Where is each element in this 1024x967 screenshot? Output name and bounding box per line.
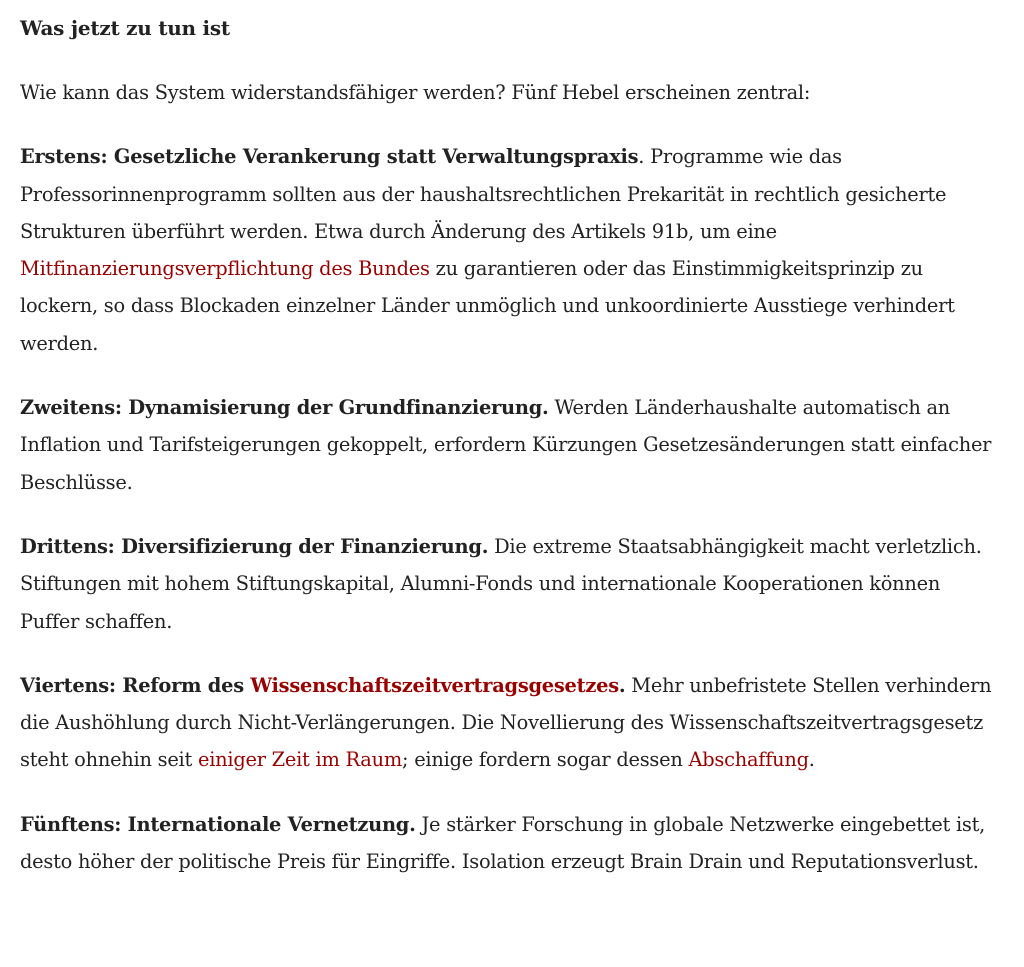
paragraph-erstens: [20, 138, 1002, 362]
paragraph-lead-end: .: [618, 673, 626, 697]
paragraph-text: Mehr unbefristete Stellen verhindern die Aushöhlung durch Nicht-Verlängerungen. Die Novellierung des Wissenschaftszeitvertragsgesetz steht ohnehin seit: [20, 673, 992, 772]
paragraph-lead: Fünftens: Internationale Vernetzung.: [20, 812, 416, 836]
intro-paragraph: [20, 74, 1002, 111]
paragraph-lead: Viertens: Reform des: [20, 673, 251, 697]
paragraph-fuenftens: [20, 806, 1002, 881]
paragraph-lead: Erstens: Gesetzliche Verankerung statt Verwaltungspraxis: [20, 145, 639, 169]
intro-text: Wie kann das System widerstandsfähiger werden? Fünf Hebel erscheinen zentral:: [20, 81, 811, 104]
section-heading: Was jetzt zu tun ist: [20, 16, 230, 40]
link-abschaffung[interactable]: Abschaffung: [688, 748, 809, 772]
link-wissenschaftszeitvertragsgesetz[interactable]: Wissenschaftszeitvertragsgesetzes: [250, 673, 619, 697]
paragraph-text: ; einige fordern sogar dessen: [402, 748, 689, 772]
paragraph-lead: Zweitens: Dynamisierung der Grundfinanzierung.: [20, 396, 549, 420]
paragraph-text: Werden Länderhaushalte automatisch an Inflation und Tarifsteigerungen gekoppelt, erfordern Kürzungen Gesetzesänderungen statt einfacher Beschlüsse.: [20, 396, 992, 494]
link-einiger-zeit-im-raum[interactable]: einiger Zeit im Raum: [197, 748, 402, 772]
paragraph-text: Je stärker Forschung in globale Netzwerke eingebettet ist, desto höher der politische Preis für Eingriffe. Isolation erzeugt Brain Drain und Reputationsverlust.: [20, 812, 986, 874]
paragraph-text: . Programme wie das Professorinnenprogramm sollten aus der haushaltsrechtlichen Prekarität in rechtlich gesicherte Strukturen überführt werden. Etwa durch Änderung des Artikels 91b, um eine: [20, 145, 947, 243]
paragraph-viertens: [20, 667, 1002, 779]
link-mitfinanzierungsverpflichtung[interactable]: Mitfinanzierungsverpflichtung des Bundes: [20, 257, 430, 281]
paragraph-drittens: [20, 528, 1002, 640]
paragraph-text: .: [808, 748, 815, 772]
paragraph-lead: Drittens: Diversifizierung der Finanzierung.: [20, 534, 489, 558]
paragraph-text: zu garantieren oder das Einstimmigkeitsprinzip zu lockern, so dass Blockaden einzelner Länder unmöglich und unkoordinierte Ausstiege verhindert werden.: [20, 257, 955, 355]
paragraph-text: Die extreme Staatsabhängigkeit macht verletzlich. Stiftungen mit hohem Stiftungskapital, Alumni-Fonds und internationale Kooperationen können Puffer schaffen.: [20, 534, 982, 633]
paragraph-zweitens: [20, 389, 1002, 501]
